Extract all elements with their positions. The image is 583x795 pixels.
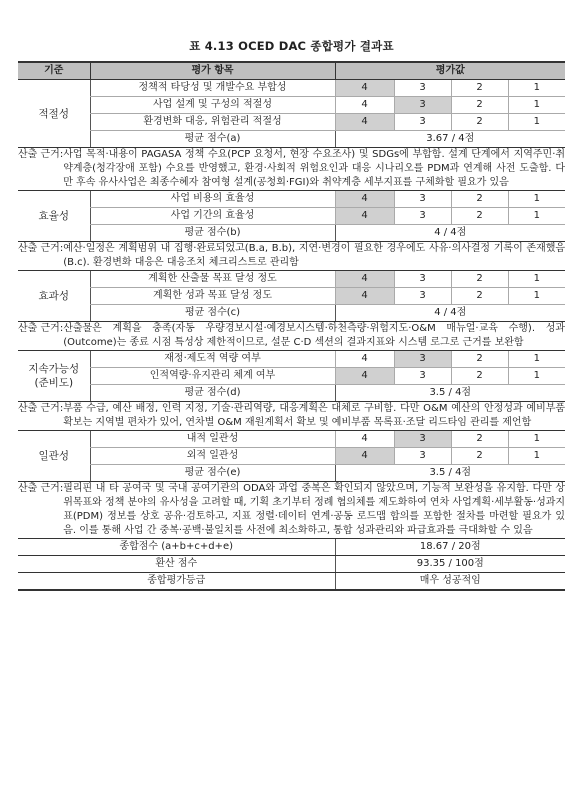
criteria-cell: 적절성: [18, 80, 90, 148]
score-cell: 3: [394, 368, 451, 385]
header-criteria: 기준: [18, 62, 90, 80]
basis-label: 산출 근거:: [18, 149, 64, 160]
item-row: [18, 431, 565, 448]
summary-label: 환산 점수: [18, 556, 335, 573]
item-row: [18, 288, 565, 305]
average-value: 3.67 / 4점: [335, 131, 565, 148]
item-label: 사업 비용의 효율성: [90, 191, 335, 208]
evaluation-table: [18, 61, 565, 591]
item-row: [18, 80, 565, 97]
item-label: 환경변화 대응, 위험관리 적절성: [90, 114, 335, 131]
score-cell: 2: [451, 80, 508, 97]
average-row: [18, 131, 565, 148]
table-header-row: [18, 62, 565, 80]
score-cell: 4: [335, 351, 394, 368]
summary-row: [18, 556, 565, 573]
average-row: [18, 225, 565, 242]
score-cell-selected: 3: [394, 351, 451, 368]
table-title: 표 4.13 OCED DAC 종합평가 결과표: [189, 39, 394, 53]
score-cell: 3: [394, 448, 451, 465]
item-label: 재정·제도적 역량 여부: [90, 351, 335, 368]
basis-label: 산출 근거:: [18, 323, 64, 334]
score-cell: 2: [451, 97, 508, 114]
basis-cell: [18, 322, 565, 351]
score-cell: 2: [451, 288, 508, 305]
item-row: [18, 191, 565, 208]
average-value: 4 / 4점: [335, 305, 565, 322]
summary-value: 18.67 / 20점: [335, 539, 565, 556]
criteria-cell: 효과성: [18, 271, 90, 322]
average-label: 평균 점수(b): [90, 225, 335, 242]
basis-row: [18, 148, 565, 191]
basis-label: 산출 근거:: [18, 243, 64, 254]
summary-row: [18, 539, 565, 556]
score-cell: 4: [335, 431, 394, 448]
basis-cell: [18, 242, 565, 271]
basis-cell: [18, 148, 565, 191]
basis-row: [18, 242, 565, 271]
item-label: 내적 일관성: [90, 431, 335, 448]
item-row: [18, 271, 565, 288]
score-cell: 2: [451, 431, 508, 448]
basis-wrapper: [18, 482, 565, 538]
score-cell: 1: [508, 448, 565, 465]
score-cell: 1: [508, 208, 565, 225]
score-cell: 2: [451, 368, 508, 385]
criteria-cell: 효율성: [18, 191, 90, 242]
score-cell: 1: [508, 351, 565, 368]
basis-label: 산출 근거:: [18, 483, 64, 494]
score-cell: 1: [508, 288, 565, 305]
basis-text: 사업 목적·내용이 PAGASA 정책 수요(PCP 요청서, 현장 수요조사) 및 SDGs에 부합함. 설계 단계에서 지역주민·취약계층(청각장애 포함) 수요를 반영했고, 환경·사회적 위험요인과 대응 시나리오를 PDM과 연계해 사전 도출함. 다만 후속 유사사업은 최종수혜자 참여형 설계(공청회·FGI)와 취약계층 세부지표를 구체화할 필요가 있음: [63, 149, 566, 188]
score-cell: 2: [451, 208, 508, 225]
score-cell: 2: [451, 191, 508, 208]
average-row: [18, 465, 565, 482]
score-cell: 3: [394, 114, 451, 131]
header-score: 평가값: [335, 62, 565, 80]
average-label: 평균 점수(e): [90, 465, 335, 482]
basis-row: [18, 322, 565, 351]
score-cell-selected: 4: [335, 191, 394, 208]
average-row: [18, 385, 565, 402]
score-cell: 2: [451, 271, 508, 288]
basis-row: [18, 482, 565, 539]
item-row: [18, 448, 565, 465]
item-row: [18, 114, 565, 131]
basis-text: 부품 수급, 예산 배정, 인력 지정, 기술·관리역량, 대응계획은 대체로 구비함. 다만 O&M 예산의 안정성과 예비부품 확보는 지역별 편차가 있어, 연차별 O&M 재원계획서 확보 및 예비부품 목록표·조달 리드타임 관리를 제언함: [63, 403, 566, 428]
score-cell: 1: [508, 114, 565, 131]
summary-value: 매우 성공적임: [335, 573, 565, 591]
average-value: 3.5 / 4점: [335, 385, 565, 402]
criteria-cell: 지속가능성 (준비도): [18, 351, 90, 402]
score-cell: 1: [508, 271, 565, 288]
average-label: 평균 점수(a): [90, 131, 335, 148]
basis-text: 산출물은 계획을 충족(자동 우량경보시설·예경보시스템·하천측량·위험지도·O&M 매뉴얼·교육 수행). 성과(Outcome)는 종료 시점 특성상 제한적이므로, 설문 C·D 섹션의 결과지표와 시스템 로그로 근거를 보완함: [63, 323, 566, 348]
score-cell-selected: 3: [394, 97, 451, 114]
score-cell: 4: [335, 97, 394, 114]
basis-wrapper: [18, 402, 565, 430]
score-cell: 1: [508, 80, 565, 97]
score-cell-selected: 4: [335, 288, 394, 305]
basis-cell: [18, 402, 565, 431]
item-label: 사업 기간의 효율성: [90, 208, 335, 225]
average-value: 3.5 / 4점: [335, 465, 565, 482]
score-cell: 2: [451, 448, 508, 465]
item-label: 외적 일관성: [90, 448, 335, 465]
score-cell: 3: [394, 208, 451, 225]
item-label: 계획한 산출물 목표 달성 정도: [90, 271, 335, 288]
average-label: 평균 점수(c): [90, 305, 335, 322]
basis-wrapper: [18, 148, 565, 190]
summary-row: [18, 573, 565, 591]
item-row: [18, 351, 565, 368]
basis-text: 예산·일정은 계획범위 내 집행·완료되었고(B.a, B.b), 지연·변경이 필요한 경우에도 사유·의사결정 기록이 존재했음(B.c). 환경변화 대응은 대응조치 체크리스트로 관리함: [63, 243, 566, 268]
score-cell-selected: 4: [335, 448, 394, 465]
average-row: [18, 305, 565, 322]
basis-wrapper: [18, 242, 565, 270]
header-items: 평가 항목: [90, 62, 335, 80]
item-label: 정책적 타당성 및 개발수요 부합성: [90, 80, 335, 97]
average-value: 4 / 4점: [335, 225, 565, 242]
score-cell: 2: [451, 114, 508, 131]
item-label: 계획한 성과 목표 달성 정도: [90, 288, 335, 305]
score-cell: 3: [394, 271, 451, 288]
score-cell: 2: [451, 351, 508, 368]
score-cell-selected: 4: [335, 80, 394, 97]
score-cell-selected: 3: [394, 431, 451, 448]
score-cell: 1: [508, 368, 565, 385]
score-cell: 1: [508, 431, 565, 448]
basis-label: 산출 근거:: [18, 403, 64, 414]
score-cell: 3: [394, 80, 451, 97]
summary-label: 종합평가등급: [18, 573, 335, 591]
item-row: [18, 368, 565, 385]
score-cell: 3: [394, 288, 451, 305]
score-cell-selected: 4: [335, 271, 394, 288]
score-cell: 3: [394, 191, 451, 208]
average-label: 평균 점수(d): [90, 385, 335, 402]
summary-value: 93.35 / 100점: [335, 556, 565, 573]
basis-text: 필리핀 내 타 공여국 및 국내 공여기관의 ODA와 과업 중복은 확인되지 않았으며, 기능적 보완성을 유지함. 다만 상위목표와 정책 분야의 유사성을 고려할 때, 기획 초기부터 정례 협의체를 제도화하여 연차 사업계획·세부활동·성과지표(PDM) 정보를 상호 공유·검토하고, 지표 정렬·데이터 연계·공동 로드맵 합의를 포함한 절차를 마련할 필요가 있음. 이를 통해 사업 간 중복·공백·불일치를 사전에 최소화하고, 통합 성과관리와 파급효과를 극대화할 수 있음: [63, 483, 566, 536]
item-row: [18, 97, 565, 114]
item-label: 인적역량·유지관리 체계 여부: [90, 368, 335, 385]
score-cell-selected: 4: [335, 114, 394, 131]
summary-label: 종합점수 (a+b+c+d+e): [18, 539, 335, 556]
basis-wrapper: [18, 322, 565, 350]
basis-cell: [18, 482, 565, 539]
basis-row: [18, 402, 565, 431]
item-row: [18, 208, 565, 225]
item-label: 사업 설계 및 구성의 적절성: [90, 97, 335, 114]
score-cell-selected: 4: [335, 208, 394, 225]
score-cell: 1: [508, 191, 565, 208]
criteria-cell: 일관성: [18, 431, 90, 482]
score-cell-selected: 4: [335, 368, 394, 385]
score-cell: 1: [508, 97, 565, 114]
